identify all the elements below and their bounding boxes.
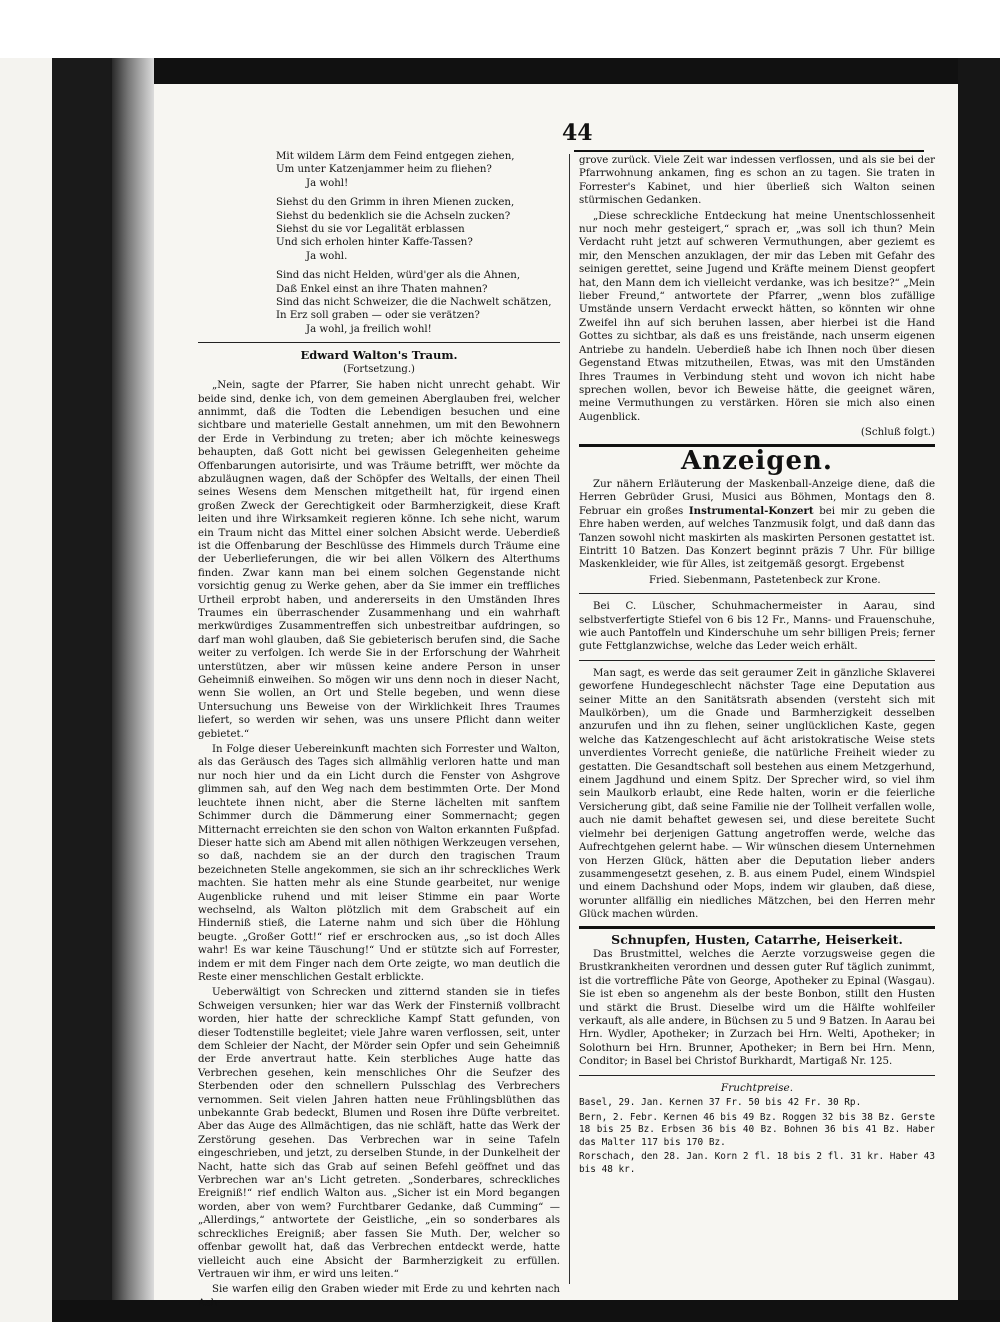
section-rule [198, 342, 560, 343]
concert-title: Instrumental-Konzert [688, 504, 814, 517]
scan-border-right [958, 58, 1000, 1322]
concert-text-before: Zur nähern Erläuterung der Maskenball-Anzeige diene, daß die Herren Gebrüder Grusi, Musici aus Böhmen, Montags den 8. Februar ein großes [579, 478, 935, 517]
poem-stanza [276, 196, 560, 263]
story-subtitle: (Fortsetzung.) [343, 363, 415, 375]
price-line: Basel, 29. Jan. Kernen 37 Fr. 50 bis 42 Fr. 30 Rp. [579, 1097, 862, 1108]
ad-rule [579, 660, 935, 661]
cough-ad-heading: Schnupfen, Husten, Catarrhe, Heiserkeit. [611, 931, 903, 947]
header-rule [574, 150, 924, 152]
right-column [579, 154, 935, 1179]
poem-line: Siehst du bedenklich sie die Achseln zucken? [276, 210, 511, 222]
story-continuation: grove zurück. Viele Zeit war indessen verflossen, und als sie bei der Pfarrwohnung ankamen, fing es schon an zu tagen. Sie traten in Forrester's Kabinet, und hier überließ sich Walton seinen stürmischen Gedanken. [579, 155, 935, 207]
price-line: Bern, 2. Febr. Kernen 46 bis 49 Bz. Roggen 32 bis 38 Bz. Gerste 18 bis 25 Bz. Erbsen 36 bis 40 Bz. Bohnen 36 bis 41 Bz. Haber das Malter 117 bis 170 Bz. [579, 1111, 935, 1148]
poem-refrain: Ja wohl, ja freilich wohl! [306, 323, 432, 335]
poem-stanza [276, 150, 560, 190]
poem-line: Sind das nicht Helden, würd'ger als die Ahnen, [276, 270, 521, 282]
poem-line: In Erz soll graben — oder sie verätzen? [276, 310, 480, 322]
story-paragraph: „Nein, sagte der Pfarrer, Sie haben nicht unrecht gehabt. Wir beide sind, denke ich, von dem gemeinen Aberglauben frei, welcher annimmt, daß die Todten die Lebendigen besuchen und eine sichtbare und materielle Gestalt annehmen, um mit den Bewohnern der Erde in Verbindung zu treten; aber ich möchte keineswegs behaupten, daß Gott nicht bei gewissen Gelegenheiten geheime Offenbarungen autorisirte, und was Träume betrifft, wer möchte da abzuläugnen wagen, daß der Schöpfer des Weltalls, der einen Theil seines Wesens dem Menschen mitgetheilt hat, für irgend einen großen Zweck der Gerechtigkeit oder Barmherzigkeit, diese Kraft leiten und ihre Wirksamkeit regieren könne. Ich sehe nicht, warum ein Traum nicht das Mittel einer solchen Absicht werde. Ueberdieß ist die Offenbarung der Beschlüsse des Himmels durch Träume eine der Ueberlieferungen, die wir bei allen Völkern des Alterthums finden. Zwar kann man bei einem solchen Gegenstande nicht vorsichtig genug zu Werke gehen, aber da Sie immer ein treffliches Urtheil erprobt haben, und andererseits in den Umständen Ihres Traumes ein überraschender Zusammenhang und ein wahrhaft merkwürdiges Zusammentreffen sich unbestreitbar aufdringen, so darf man wohl glauben, daß Sie gebieterisch berufen sind, die Sache weiter zu verfolgen. Ich werde Sie in der Erforschung der Wahrheit unterstützen, aber wir müssen keine andere Person in unser Geheimniß einweihen. So mögen wir uns denn noch in dieser Nacht, wenn Sie wollen, an Ort und Stelle begeben, und wenn diese Untersuchung uns Beweise von der Wirklichkeit Ihres Traumes liefert, so werden wir sehen, was uns unsere Pflicht dann weiter gebietet.“ [198, 380, 560, 740]
concert-text-after: bei mir zu geben die Ehre haben werden, auf welches Tanzmusik folgt, und daß dann das Tanzen sowohl nicht maskirten als maskirten Personen gestattet ist. Eintritt 10 Batzen. Das Konzert beginnt präzis 7 Uhr. Für billige Maskenkleider, wie für Alles, ist zeitgemäß gesorgt. Ergebenst [579, 505, 935, 571]
ad-rule-thick [579, 926, 935, 929]
dogs-notice: Man sagt, es werde das seit geraumer Zeit in gänzliche Sklaverei geworfene Hundegeschlecht nächster Tage eine Deputation aus seiner Mitte an den Sanitätsrath absenden (versteht sich mit Maulkörben), um die Gnade und Barmherzigkeit desselben anzurufen und ihn zu flehen, seiner unglücklichen Kaste, gegen welche das Katzengeschlecht auf ächt aristokratische Weise stets unverdientes Vorrecht genieße, die natürliche Freiheit wieder zu gestatten. Die Gesandtschaft soll bestehen aus einem Metzgerhund, einem Jagdhund und einem Spitz. Der Sprecher wird, so viel ihm sein Maulkorb erlaubt, eine Rede halten, worin er die feierliche Versicherung gibt, daß seine Familie nie der Tollheit verfallen wolle, auch nie damit behaftet gewesen sei, und diese bereitete Sucht vielmehr bei derjenigen Gattung angetroffen werde, welche das Aufrechtgehen gelernt habe. — Wir wünschen diesem Unternehmen von Herzen Glück, hätten aber die Deputation lieber anders zusammengesetzt gesehen, z. B. aus einem Pudel, einem Windspiel und einem Dachshund oder Mops, indem wir glauben, daß diese, worunter allfällig ein niedliches Mätzchen, bei den Herren mehr Glück machen würden. [579, 667, 935, 921]
story-title: Edward Walton's Traum. [300, 348, 458, 363]
scan-border-top [52, 58, 1000, 84]
column-divider [569, 154, 570, 1284]
poem-line: Siehst du den Grimm in ihren Mienen zucken, [276, 197, 515, 209]
scan-margin-top [0, 0, 1000, 58]
story-paragraph: In Folge dieser Uebereinkunft machten sich Forrester und Walton, als das Geräusch des Tages sich allmählig verloren hatte und man nur noch hier und da ein Licht durch die Fenster von Ashgrove glimmen sah, auf den Weg nach dem bestimmten Orte. Der Mond leuchtete ihnen nicht, aber die Sterne lächelten mit sanftem Schimmer durch die Dämmerung einer Sommernacht; gegen Mitternacht erreichten sie den schon von Walton erkannten Fußpfad. Dieser hatte sich am Abend mit allen nöthigen Werkzeugen versehen, so daß, nachdem sie an der durch den tragischen Traum bezeichneten Stelle angekommen, sie sich an ihr schreckliches Werk machten. Sie hatten mehr als eine Stunde gearbeitet, nur wenige Augenblicke ruhend und mit leiser Stimme ein paar Worte wechselnd, als Walton plötzlich mit dem Grabscheit auf ein Hinderniß stieß, die Laterne nahm und sich über die Höhlung beugte. „Großer Gott!“ rief er erschrocken aus, „so ist doch Alles wahr! Es war keine Täuschung!“ Und er stützte sich auf Forrester, indem er mit dem Finger nach dem Orte zeigte, wo man deutlich die Reste einer menschlichen Gestalt erblickte. [198, 744, 560, 983]
poem-line: Um unter Katzenjammer heim zu fliehen? [276, 164, 492, 176]
left-column [198, 150, 560, 1312]
poem-line: Und sich erholen hinter Kaffe-Tassen? [276, 237, 473, 249]
poem-line: Sind das nicht Schweizer, die die Nachwelt schätzen, [276, 297, 552, 309]
concert-signature: Fried. Siebenmann, Pastetenbeck zur Krone. [649, 574, 881, 586]
poem-line: Mit wildem Lärm dem Feind entgegen ziehen, [276, 151, 515, 162]
poem-line: Siehst du sie vor Legalität erblassen [276, 224, 465, 236]
shoemaker-ad: Bei C. Lüscher, Schuhmachermeister in Aarau, sind selbstverfertigte Stiefel von 6 bis 12 Fr., Manns- und Frauenschuhe, wie auch Pantoffeln und Kinderschuhe um sehr billigen Preis; ferner gute Fettglanzwichse, welche das Leder weich erhält. [579, 601, 935, 653]
cough-ad-text: Das Brustmittel, welches die Aerzte vorzugsweise gegen die Brustkrankheiten verordnen und dessen guter Ruf täglich zunimmt, ist die vortreffliche Pâte von George, Apotheker zu Epinal (Wasgau). Sie ist eben so angenehm als der beste Bonbon, stillt den Husten und stärkt die Brust. Dieselbe wird um die Hälfte wohlfeiler verkauft, als alle andere, in Büchsen zu 5 und 9 Batzen. In Aarau bei Hrn. Wydler, Apotheker; in Zurzach bei Hrn. Welti, Apotheker; in Solothurn bei Hrn. Brunner, Apotheker; in Bern bei Hrn. Menn, Conditor; in Basel bei Christof Burkhardt, Martigaß Nr. 125. [579, 948, 935, 1068]
price-line: Rorschach, den 28. Jan. Korn 2 fl. 18 bis 2 fl. 31 kr. Haber 43 bis 48 kr. [579, 1151, 935, 1175]
ad-rule [579, 1075, 935, 1076]
ad-rule [579, 593, 935, 594]
story-closing: (Schluß folgt.) [860, 427, 935, 439]
poem-refrain: Ja wohl. [306, 250, 348, 262]
poem-line: Daß Enkel einst an ihre Thaten mahnen? [276, 283, 488, 295]
announcements-heading: Anzeigen. [681, 445, 833, 476]
story-paragraph: Sie warfen eilig den Graben wieder mit Erde zu und kehrten nach Ash- [198, 1284, 560, 1309]
newspaper-page [154, 84, 958, 1309]
prices-title: Fruchtpreise. [720, 1081, 794, 1094]
poem [198, 150, 560, 336]
scan-border-left [52, 58, 112, 1318]
story-paragraph: Ueberwältigt von Schrecken und zitternd standen sie in tiefes Schweigen versunken; hier war das Werk der Finsterniß vollbracht worden, hier hatte der schreckliche Kampf Statt gefunden, von dieser Todtenstille begleitet; viele Jahre waren verflossen, seit, unter dem Schleier der Nacht, der Mörder sein Opfer und sein Geheimniß der Erde anvertraut hatte. Kein sterbliches Auge hatte das Verbrechen gesehen, kein menschliches Ohr die Seufzer des Sterbenden oder den schnellern Pulsschlag des Verbrechers vernommen. Seit vielen Jahren hatten neue Frühlingsblüthen das unbekannte Grab bedeckt, Blumen und Rosen ihre Düfte verbreitet. Aber das Auge des Allmächtigen, das nie schläft, hatte das Werk der Zerstörung gesehen. Das Verbrechen war in seine Tafeln eingeschrieben, und jetzt, zu derselben Stunde, in der Dunkelheit der Nacht, hatte sich das Grab auf seinen Befehl geöffnet und das Verbrechen war an's Licht getreten. „Sonderbares, schreckliches Ereigniß!“ rief endlich Walton aus. „Sicher ist ein Mord begangen worden, aber von wem? Furchtbarer Gedanke, daß Cumming“ — „Allerdings,“ antwortete der Geistliche, „ein so sonderbares als schreckliches Ereigniß; aber fassen Sie Muth. Der, welcher so offenbar gewollt hat, daß das Verbrechen entdeckt werde, hatte vielleicht auch eine Absicht der Barmherzigkeit zu erfüllen. Vertrauen wir ihm, er wird uns leiten.“ [198, 987, 560, 1280]
scan-binding-shadow [112, 58, 154, 1318]
poem-stanza [276, 269, 560, 336]
poem-refrain: Ja wohl! [306, 177, 349, 189]
page-number: 44 [562, 120, 593, 146]
story-continuation: „Diese schreckliche Entdeckung hat meine Unentschlossenheit nur noch mehr gesteigert,“ sprach er, „was soll ich thun? Mein Verdacht ruht jetzt auf schweren Vermuthungen, aber geziemt es mir, den Menschen anzuklagen, der mir das Leben mit Gefahr des seinigen gerettet, seine Jugend und Kräfte meinem Dienst geopfert hat, den Mann dem ich vielleicht verdanke, was ich besitze?“ „Mein lieber Freund,“ antwortete der Pfarrer, „wenn blos zufällige Umstände unsern Verdacht erweckt hätten, so könnten wir ohne Zweifel ihn auf sich beruhen lassen, aber hierbei ist die Hand Gottes zu sichtbar, als daß es uns freistände, nach unserm eigenen Antriebe zu handeln. Ueberdieß habe ich Ihnen noch über diesen Gegenstand Etwas mitzutheilen, Etwas, was mit den Umständen Ihres Traumes in Verbindung steht und wovon ich nicht habe sprechen wollen, bevor ich Beweise hätte, die geeignet wären, meine Vermuthungen zu verstärken. Hören sie mich also einen Augenblick. [579, 210, 935, 423]
concert-ad [579, 478, 935, 572]
